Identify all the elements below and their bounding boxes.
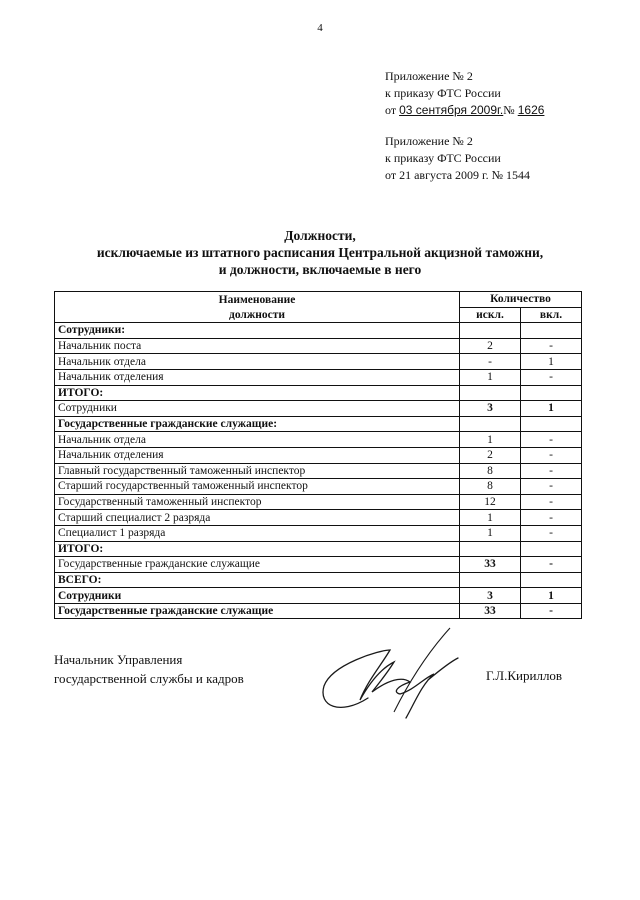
row-included xyxy=(521,416,582,432)
header-name-line2: должности xyxy=(55,307,460,323)
row-excluded: 33 xyxy=(460,557,521,573)
table-row xyxy=(55,401,582,417)
appendix-new-line1: Приложение № 2 xyxy=(385,69,473,83)
row-included xyxy=(521,541,582,557)
row-included: - xyxy=(521,557,582,573)
row-excluded: - xyxy=(460,354,521,370)
table-row xyxy=(55,354,582,370)
table-row xyxy=(55,541,582,557)
row-excluded: 1 xyxy=(460,432,521,448)
positions-table xyxy=(54,291,582,619)
row-excluded: 2 xyxy=(460,338,521,354)
appendix-old-line2: к приказу ФТС России xyxy=(385,151,501,165)
row-name: Начальник отдела xyxy=(55,354,460,370)
appendix-new-no-label: № xyxy=(503,103,515,117)
row-included: 1 xyxy=(521,588,582,604)
header-name-line1: Наименование xyxy=(55,292,460,308)
handwritten-signature xyxy=(310,620,480,720)
table-row xyxy=(55,494,582,510)
row-excluded: 1 xyxy=(460,510,521,526)
row-included: - xyxy=(521,603,582,619)
row-name: Начальник отдела xyxy=(55,432,460,448)
row-included xyxy=(521,323,582,339)
table-row xyxy=(55,447,582,463)
row-name: Старший государственный таможенный инспектор xyxy=(55,479,460,495)
row-excluded: 2 xyxy=(460,447,521,463)
row-included: - xyxy=(521,494,582,510)
row-excluded: 33 xyxy=(460,603,521,619)
row-name: Государственный таможенный инспектор xyxy=(55,494,460,510)
row-included: - xyxy=(521,525,582,541)
table-row xyxy=(55,323,582,339)
row-included xyxy=(521,385,582,401)
appendix-old xyxy=(385,133,530,184)
row-name: Государственные гражданские служащие xyxy=(55,557,460,573)
signer-name: Г.Л.Кириллов xyxy=(486,668,563,683)
appendix-new-line2: к приказу ФТС России xyxy=(385,86,501,100)
table-row xyxy=(55,479,582,495)
signer-title-line2: государственной службы и кадров xyxy=(54,671,244,686)
title-line2: исключаемые из штатного расписания Центральной акцизной таможни, xyxy=(96,245,544,260)
row-name: Государственные гражданские служащие: xyxy=(55,416,460,432)
table-subheader-row xyxy=(55,307,582,323)
table-row xyxy=(55,588,582,604)
header-quantity: Количество xyxy=(460,292,582,308)
appendix-old-line1: Приложение № 2 xyxy=(385,134,473,148)
table-row xyxy=(55,572,582,588)
table-row xyxy=(55,510,582,526)
row-included: - xyxy=(521,369,582,385)
header-included: вкл. xyxy=(521,307,582,323)
row-excluded: 3 xyxy=(460,401,521,417)
appendix-new xyxy=(385,68,544,119)
row-name: ИТОГО: xyxy=(55,541,460,557)
table-row xyxy=(55,338,582,354)
row-included: - xyxy=(521,510,582,526)
row-included: 1 xyxy=(521,354,582,370)
row-included xyxy=(521,572,582,588)
table-row xyxy=(55,416,582,432)
row-name: Начальник отделения xyxy=(55,369,460,385)
row-excluded xyxy=(460,416,521,432)
signer-title-line1: Начальник Управления xyxy=(54,652,183,667)
row-excluded: 8 xyxy=(460,463,521,479)
row-name: Сотрудники: xyxy=(55,323,460,339)
row-excluded: 8 xyxy=(460,479,521,495)
row-excluded xyxy=(460,541,521,557)
row-name: Сотрудники xyxy=(55,401,460,417)
row-excluded: 1 xyxy=(460,369,521,385)
title-line3: и должности, включаемые в него xyxy=(218,262,422,277)
table-row xyxy=(55,557,582,573)
table-row xyxy=(55,603,582,619)
table-row xyxy=(55,369,582,385)
appendix-new-number: 1626 xyxy=(517,103,545,117)
row-included: - xyxy=(521,479,582,495)
row-name: ИТОГО: xyxy=(55,385,460,401)
row-name: Сотрудники xyxy=(55,588,460,604)
document-title xyxy=(0,227,640,278)
table-row xyxy=(55,432,582,448)
row-name: Старший специалист 2 разряда xyxy=(55,510,460,526)
appendix-new-prefix: от xyxy=(385,103,397,117)
row-name: ВСЕГО: xyxy=(55,572,460,588)
signer-title xyxy=(54,650,244,688)
row-excluded xyxy=(460,572,521,588)
appendix-new-line3 xyxy=(385,102,544,119)
row-included: 1 xyxy=(521,401,582,417)
row-name: Начальник отделения xyxy=(55,447,460,463)
row-excluded: 12 xyxy=(460,494,521,510)
header-excluded: искл. xyxy=(460,307,521,323)
appendix-new-date: 03 сентября 2009г. xyxy=(399,103,504,117)
row-name: Специалист 1 разряда xyxy=(55,525,460,541)
title-line1: Должности, xyxy=(284,228,356,243)
row-name: Начальник поста xyxy=(55,338,460,354)
row-name: Государственные гражданские служащие xyxy=(55,603,460,619)
appendix-old-line3: от 21 августа 2009 г. № 1544 xyxy=(385,168,531,182)
table-row xyxy=(55,525,582,541)
row-included: - xyxy=(521,338,582,354)
row-included: - xyxy=(521,447,582,463)
row-excluded: 3 xyxy=(460,588,521,604)
row-name: Главный государственный таможенный инспектор xyxy=(55,463,460,479)
row-included: - xyxy=(521,432,582,448)
row-excluded: 1 xyxy=(460,525,521,541)
table-row xyxy=(55,463,582,479)
table-header-row xyxy=(55,292,582,308)
table-row xyxy=(55,385,582,401)
page-number: 4 xyxy=(317,22,323,34)
row-excluded xyxy=(460,385,521,401)
row-included: - xyxy=(521,463,582,479)
row-excluded xyxy=(460,323,521,339)
